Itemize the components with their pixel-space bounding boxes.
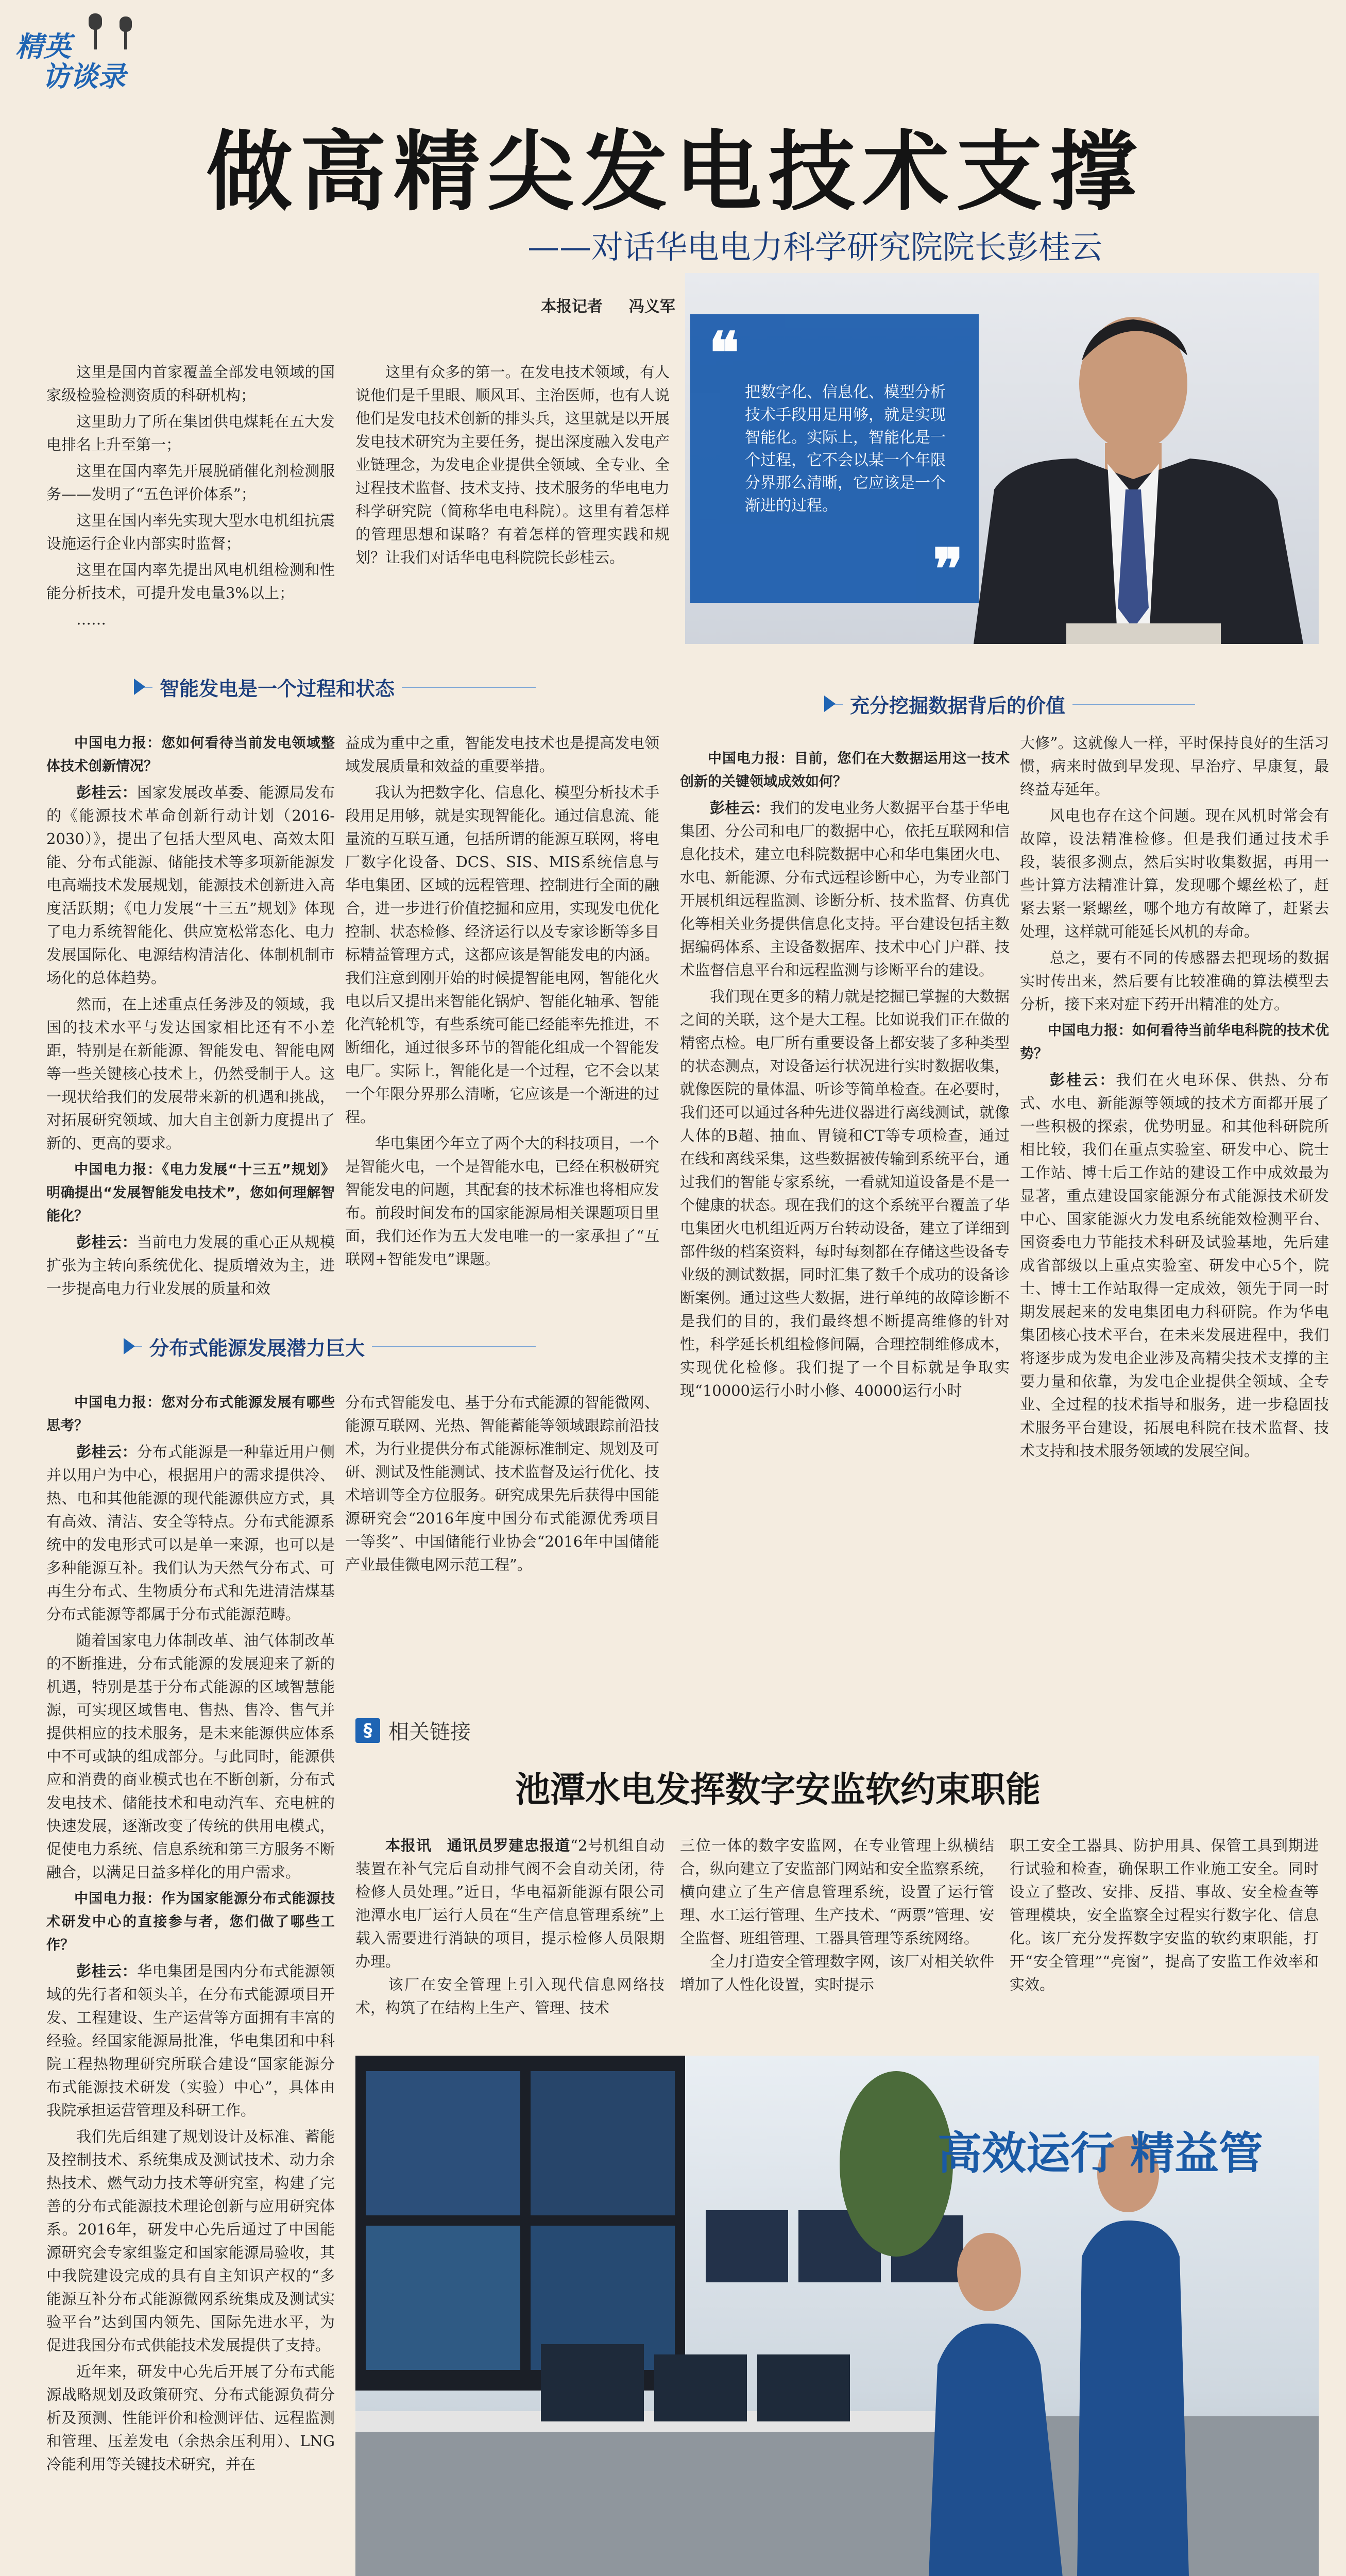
byline — [541, 294, 675, 316]
paragraph: 益成为重中之重，智能发电技术也是提高发电领域发展质量和效益的重要举措。 — [345, 734, 659, 775]
related-label-text: 相关链接 — [388, 1720, 471, 1744]
s2-column-1 — [680, 747, 1010, 1405]
paragraph: 分布式智能发电、基于分布式能源的智能微网、能源互联网、光热、智能蓄能等领域跟踪前沿技术，为行业提供分布式能源标准制定、规划及可研、测试及性能测试、技术监督及运行优化、技术培训等全方位服务。研究成果先后获得中国能源研究会“2016年度中国分布式能源优秀项目一等奖”、中国储能行业协会“2016年中国储能产业最佳微电网示范工程”。 — [345, 1394, 659, 1573]
answer: 彭桂云：我们在火电环保、供热、分布式、水电、新能源等领域的技术方面都开展了一些积极的探索，优势明显。和其他科研院所相比较，我们在重点实验室、研发中心、院士工作站、博士后工作站的建设工作中成效最为显著，重点建设国家能源分布式能源技术研发中心、国家能源火力发电系统能效检测平台、国资委电力节能技术科研及试验基地，先后建成省部级以上重点实验室、研发中心5个，院士、博士工作站取得一定成效，领先于同一时期发展起来的发电集团电力科研院。作为华电集团核心技术平台，在未来发展进程中，我们将逐步成为发电企业涉及高精尖技术支撑的主要力量和依靠，为发电企业提供全领域、全专业、全过程的技术指导和服务，进一步稳固技术服务平台建设，拓展电科院在技术监督、技术支持和技术服务领域的发展空间。 — [1020, 1071, 1329, 1460]
related-col-3 — [1010, 1834, 1319, 1999]
headline: 做高精尖发电技术支撑 — [206, 122, 1144, 223]
section-header-2 — [824, 687, 1195, 721]
section-title: 分布式能源发展潜力巨大 — [142, 1332, 372, 1361]
intro-line: 这里助力了所在集团供电煤耗在五大发电排名上升至第一； — [46, 413, 335, 453]
byline-role: 本报记者 — [541, 298, 603, 316]
paragraph: 然而，在上述重点任务涉及的领域，我国的技术水平与发达国家相比还有不小差距，特别是在新能源、智能发电、智能电网等一些关键核心技术上，仍然受制于人。这一现状给我们的发展带来新的机遇和挑战，对拓展研究领域、加大自主创新力度提出了新的、更高的要求。 — [46, 995, 335, 1152]
intro-paragraph: 这里有众多的第一。在发电技术领域，有人说他们是千里眼、顺风耳、主治医师，也有人说他们是发电技术创新的排头兵，这里就是以开展发电技术研究为主要任务，提出深度融入发电产业链理念，为发电企业提供全领域、全专业、全过程技术监督、技术支持、技术服务的华电电力科学研究院（简称华电电科院）。这里有着怎样的管理思想和谋略？有着怎样的管理实践和规划？让我们对话华电电科院院长彭桂云。 — [355, 363, 670, 566]
answer: 彭桂云：华电集团是国内分布式能源领域的先行者和领头羊，在分布式能源项目开发、工程建设、生产运营等方面拥有丰富的经验。经国家能源局批准，华电集团和中科院工程热物理研究所联合建设“国家能源分布式能源技术研发（实验）中心”，具体由我院承担运营管理及科研工作。 — [46, 1962, 335, 2119]
section-title: 智能发电是一个过程和状态 — [152, 673, 402, 701]
related-paragraph: 本报讯 通讯员罗建忠报道“2号机组自动装置在补气完后自动排气阀不会自动关闭，待检修人员处理。”近日，华电福新能源有限公司池潭水电厂运行人员在“生产信息管理系统”上载入需要进行消缺的项目，提示检修人员限期办理。 该厂在安全管理上引入现代信息网络技术，构筑了在结构上生产、管理、技术 — [355, 1837, 665, 2016]
paragraph: 我们现在更多的精力就是挖掘已掌握的大数据之间的关联，这个是大工程。比如说我们正在做的精密点检。电厂所有重要设备上都安装了多种类型的状态测点，对设备运行状况进行实时数据收集，就像医院的量体温、听诊等简单检查。在必要时，我们还可以通过各种先进仪器进行离线测试，就像人体的B超、抽血、胃镜和CT等专项检查，通过在线和离线采集，这些数据被传输到系统平台，通过我们的智能专家系统，一看就知道设备是不是一个健康的状态。现在我们的这个系统平台覆盖了华电集团火电机组近两万台转动设备，建立了详细到部件级的档案资料，每时每刻都在存储这些设备专业级的测试数据，同时汇集了数千个成功的设备诊断案例。通过这些大数据，进行单纯的故障诊断不是我们的目的，我们最终想不断提高维修的针对性，科学延长机组检修间隔，合理控制维修成本，实现优化检修。我们提了一个目标就是争取实现“10000运行小时小修、40000运行小时 — [680, 988, 1010, 1399]
section-header-1 — [134, 670, 536, 704]
byline-name: 冯义军 — [628, 298, 675, 316]
paragraph: 随着国家电力体制改革、油气体制改革的不断推进，分布式能源的发展迎来了新的机遇，特别是基于分布式能源的区域智慧能源，可实现区域售电、售热、售冷、售气并提供相应的技术服务，是未来能源供应体系中不可或缺的组成部分。与此同时，能源供应和消费的商业模式也在不断创新，分布式发电技术、储能技术和电动汽车、充电桩的快速发展，逐渐改变了传统的供用电模式，促使电力系统、信息系统和第三方服务不断融合，以满足日益多样化的用户需求。 — [46, 1632, 335, 1881]
intro-line: 这里在国内率先实现大型水电机组抗震设施运行企业内部实时监督； — [46, 512, 335, 552]
question: 中国电力报：如何看待当前华电科院的技术优势？ — [1020, 1023, 1330, 1062]
section-header-3 — [124, 1329, 536, 1363]
s1-column-2 — [345, 732, 659, 1274]
related-title: 池潭水电发挥数字安监软约束职能 — [515, 1770, 1041, 1810]
question: 中国电力报：您如何看待当前发电领域整体技术创新情况？ — [46, 735, 335, 774]
intro-right — [355, 361, 670, 572]
quote-close-icon: ❞ — [932, 536, 963, 602]
paragraph: 我们先后组建了规划设计及标准、蓄能及控制技术、系统集成及测试技术、动力余热技术、燃气动力技术等研究室，构建了完善的分布式能源技术理论创新与应用研究体系。2016年，研发中心先后通过了中国能源研究会专家组鉴定和国家能源局验收，其中我院建设完成的具有自主知识产权的“多能源互补分布式能源微网系统集成及测试实验平台”达到国内领先、国际先进水平，为促进我国分布式供能技术发展提供了支持。 — [46, 2128, 335, 2354]
intro-line: 这里是国内首家覆盖全部发电领域的国家级检验检测资质的科研机构； — [46, 363, 335, 404]
arrow-icon — [824, 696, 836, 712]
intro-line: …… — [76, 611, 106, 628]
s3-column-2 — [345, 1391, 659, 1580]
column-badge — [11, 9, 181, 93]
question: 中国电力报：作为国家能源分布式能源技术研发中心的直接参与者，您们做了哪些工作？ — [46, 1891, 335, 1953]
intro-left — [46, 361, 335, 634]
wall-slogan: 高效运行 精益管 — [938, 2128, 1263, 2179]
subheadline: ——对话华电电力科学研究院院长彭桂云 — [527, 228, 1102, 266]
portrait-photo — [685, 273, 1319, 644]
paragraph: 华电集团今年立了两个大的科技项目，一个是智能火电，一个是智能水电，已经在积极研究智能发电的问题，其配套的技术标准也将相应发布。前段时间发布的国家能源局相关课题项目里面，我们还作为五大发电唯一的一家承担了“互联网+智能发电”课题。 — [345, 1134, 659, 1268]
s1-column-1 — [46, 732, 335, 1303]
question: 中国电力报：您对分布式能源发展有哪些思考？ — [46, 1395, 335, 1434]
badge-line1: 精英 — [15, 30, 71, 63]
intro-line: 这里在国内率先开展脱硝催化剂检测服务——发明了“五色评价体系”； — [46, 462, 335, 503]
related-byline: 本报讯 通讯员罗建忠报道 — [385, 1837, 571, 1854]
paragraph: 近年来，研发中心先后开展了分布式能源战略规划及政策研究、分布式能源负荷分析及预测、性能评价和检测评估、远程监测和管理、压差发电（余热余压利用）、LNG冷能利用等关键技术研究，并在 — [46, 2363, 335, 2473]
related-paragraph: 职工安全工器具、防护用具、保管工具到期进行试验和检查，确保职工作业施工安全。同时设立了整改、安排、反措、事故、安全检查等管理模块，安全监察全过程实行数字化、信息化。该厂充分发挥数字安监的软约束职能，打开“安全管理”“亮窗”，提高了安监工作效率和实效。 — [1010, 1837, 1319, 1993]
related-col-2 — [680, 1834, 994, 1999]
arrow-icon — [134, 679, 145, 695]
related-paragraph: 三位一体的数字安监网，在专业管理上纵横结合，纵向建立了安监部门网站和安全监察系统，横向建立了生产信息管理系统，设置了运行管理、水工运行管理、生产技术、“两票”管理、安全监督、班组管理、工器具管理等系统网络。 全力打造安全管理数字网，该厂对相关软件增加了人性化设置，实时提示 — [680, 1837, 994, 1993]
question: 中国电力报：目前，您们在大数据运用这一技术创新的关键领域成效如何？ — [680, 751, 1010, 790]
question: 中国电力报：《电力发展“十三五”规划》明确提出“发展智能发电技术”，您如何理解智能化？ — [46, 1162, 335, 1224]
answer: 彭桂云：我们的发电业务大数据平台基于华电集团、分公司和电厂的数据中心，依托互联网和信息化技术，建立电科院数据中心和华电集团火电、水电、新能源、分布式远程诊断中心，为专业部门开展机组远程监测、诊断分析、技术监督、仿真优化等相关业务提供信息化支持。平台建设包括主数据编码体系、主设备数据库、技术中心门户群、技术监督信息平台和远程监测与诊断平台的建设。 — [680, 799, 1010, 979]
paragraph: 我认为把数字化、信息化、模型分析技术手段用足用够，就是实现智能化。通过信息流、能量流的互联互通，包括所谓的能源互联网，将电厂数字化设备、DCS、SIS、MIS系统信息与华电集团、区域的远程管理、控制进行全面的融合，进一步进行价值挖掘和应用，实现发电优化控制、状态检修、经济运行以及专家诊断等多目标精益管理方式，这都应该是智能发电的内涵。我们注意到刚开始的时候提智能电网，智能化火电以后又提出来智能化锅炉、智能化轴承、智能化汽轮机等，有些系统可能已经能率先推进，不断细化，通过很多环节的智能化组成一个智能发电厂。实际上，智能化是一个过程，它不会以某一个年限分界那么清晰，它应该是一个渐进的过程。 — [345, 784, 659, 1126]
related-label — [355, 1716, 471, 1745]
badge-line2: 访谈录 — [42, 60, 126, 93]
related-col-1 — [355, 1834, 665, 2023]
control-room-photo — [355, 2056, 1319, 2576]
pullquote-box — [690, 314, 979, 603]
answer: 彭桂云：当前电力发展的重心正从规模扩张为主转向系统优化、提质增效为主，进一步提高电力行业发展的质量和效 — [46, 1233, 335, 1297]
answer: 彭桂云：分布式能源是一种靠近用户侧并以用户为中心，根据用户的需求提供冷、热、电和其他能源的现代能源供应方式，具有高效、清洁、安全等特点。分布式能源系统中的发电形式可以是单一来源，也可以是多种能源互补。我们认为天然气分布式、可再生分布式、生物质分布式和先进清洁煤基分布式能源等都属于分布式能源范畴。 — [46, 1443, 335, 1623]
paragraph: 大修”。这就像人一样，平时保持良好的生活习惯，病来时做到早发现、早治疗、早康复，最终益寿延年。 — [1020, 734, 1329, 798]
pullquote-text: 把数字化、信息化、模型分析技术手段用足用够，就是实现智能化。实际上，智能化是一个过程，它不会以某一个年限分界那么清晰，它应该是一个渐进的过程。 — [745, 383, 946, 515]
section-title: 充分挖掘数据背后的价值 — [843, 690, 1072, 718]
answer: 彭桂云：国家发展改革委、能源局发布的《能源技术革命创新行动计划（2016-2030）》，提出了包括大型风电、高效太阳能、分布式能源、储能技术等多项新能源发电高端技术发展规划，能源技术创新进入高度活跃期；《电力发展“十三五”规划》体现了电力系统智能化、供应宽松常态化、电力发展国际化、电源结构清洁化、体制机制市场化的总体趋势。 — [46, 784, 335, 987]
quote-mark-icon: ❝ — [709, 319, 740, 386]
link-icon: § — [355, 1718, 380, 1743]
paragraph: 总之，要有不同的传感器去把现场的数据实时传出来，然后要有比较准确的算法模型去分析，接下来对症下药开出精准的处方。 — [1020, 949, 1329, 1013]
s2-column-2 — [1020, 732, 1329, 1466]
s3-column-1 — [46, 1391, 335, 2479]
intro-line: 这里在国内率先提出风电机组检测和性能分析技术，可提升发电量3%以上； — [46, 561, 335, 602]
paragraph: 风电也存在这个问题。现在风机时常会有故障，设法精准检修。但是我们通过技术手段，装很多测点，然后实时收集数据，再用一些计算方法精准计算，发现哪个螺丝松了，赶紧去紧一紧螺丝，哪个地方有故障了，赶紧去处理，这样就可能延长风机的寿命。 — [1020, 807, 1329, 940]
arrow-icon — [124, 1338, 135, 1354]
